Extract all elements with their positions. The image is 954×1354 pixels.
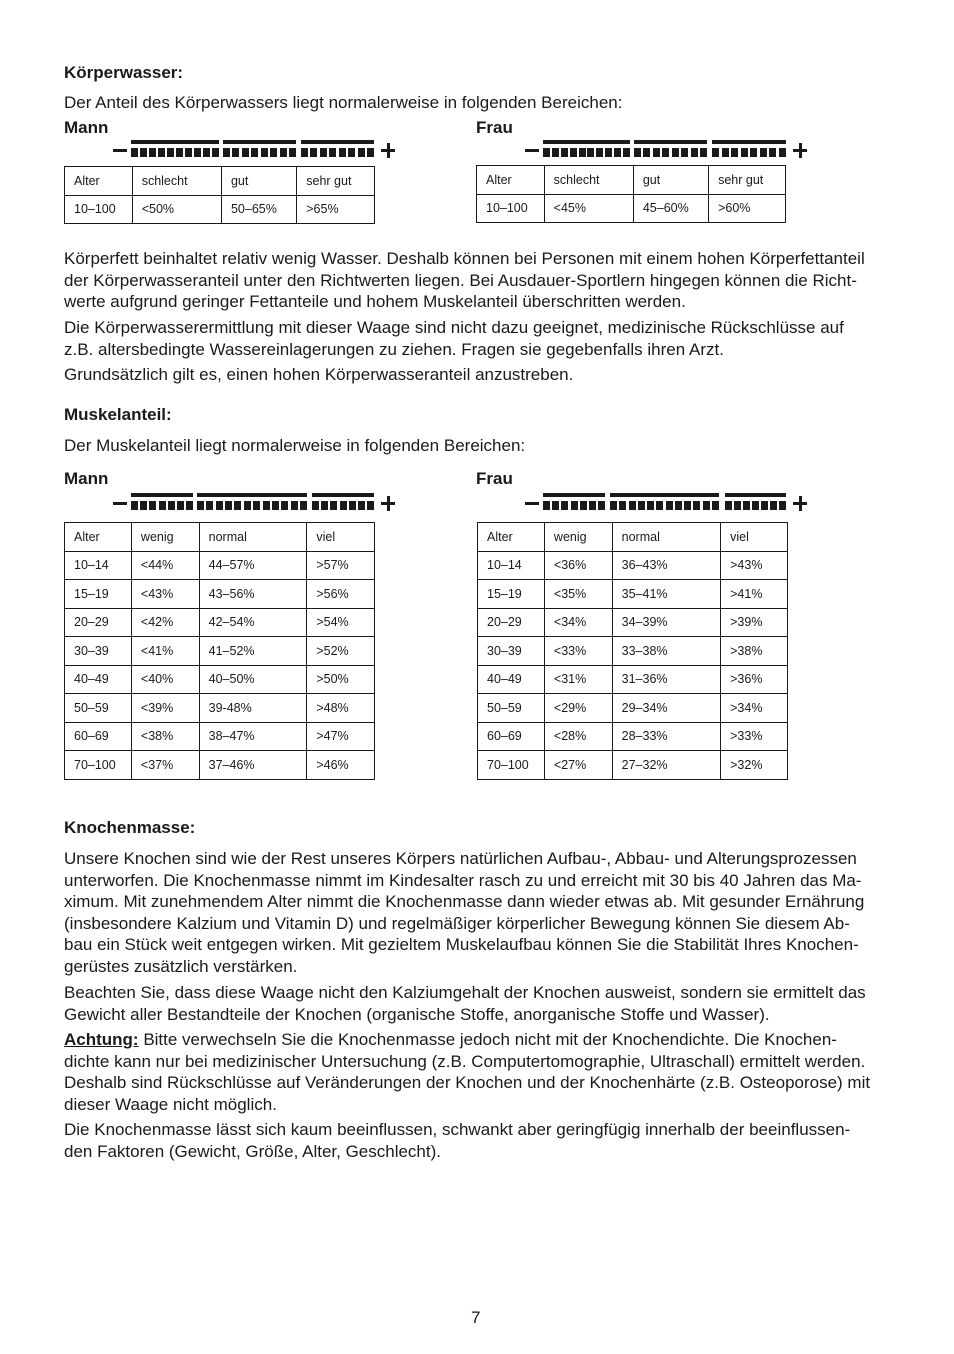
scale-block [722,148,729,157]
text-line: unterworfen. Die Knochenmasse nimmt im Kindesalter rasch zu und erreicht mit 30 bis 40 Jahren das Ma- [64,870,862,890]
table-cell: >43% [721,551,788,580]
scale-block [131,501,138,510]
scale-segment [543,140,630,144]
text-line: Unsere Knochen sind wie der Rest unseres Körpers natürlichen Aufbau-, Abbau- und Alterungsprozessen [64,849,857,868]
scale-block [779,501,786,510]
table-cell: 50–59 [65,694,132,723]
scale-block [684,501,691,510]
scale-block [693,501,700,510]
table-header-cell: Alter [65,523,132,552]
table-cell: 20–29 [65,608,132,637]
scale-block [367,148,374,157]
achtung-continuation [64,1051,894,1116]
table-header-cell: normal [199,523,307,552]
text-line: (insbesondere Kalzium und Vitamin D) und regelmäßiger körperlicher Bewegung können Sie diesem Ab- [64,913,850,933]
table-cell: >33% [721,722,788,751]
text-line: Die Körperwasserermittlung mit dieser Waage sind nicht dazu geeignet, medizinische Rückschlüsse auf [64,318,844,337]
water-paragraph-2 [64,317,894,360]
table-cell: 30–39 [65,637,132,666]
table-cell: 39-48% [199,694,307,723]
table-cell: >47% [307,722,375,751]
table-row [478,551,788,580]
table-row [477,194,786,223]
table-cell: 35–41% [612,580,720,609]
scale-block [543,501,550,510]
table-row [65,751,375,780]
scale-block [570,148,577,157]
table-header-cell: Alter [65,167,133,196]
table-header-row [65,167,375,196]
scale-block [598,501,605,510]
table-cell: 36–43% [612,551,720,580]
table-row [478,722,788,751]
scale-segment [131,493,193,497]
scale-block [348,148,355,157]
table-cell: 15–19 [478,580,545,609]
scale-segment [725,493,786,497]
table-cell: 60–69 [65,722,132,751]
plus-icon [799,143,802,158]
table-cell: >54% [307,608,375,637]
scale-segment [610,493,719,497]
table-cell: >56% [307,580,375,609]
scale-segment [312,493,374,497]
text-line: Körperfett beinhaltet relativ wenig Wasser. Deshalb können bei Personen mit einem hohen Körperfettanteil [64,249,865,268]
scale-block [580,501,587,510]
scale-block [340,501,347,510]
scale-block [561,501,568,510]
water-frau-scale [525,140,807,162]
scale-block [216,501,223,510]
table-cell: 27–32% [612,751,720,780]
scale-block [261,148,268,157]
scale-block [579,148,586,157]
plus-icon [799,496,802,511]
table-cell: 40–49 [478,665,545,694]
table-header-cell: wenig [544,523,612,552]
scale-block [149,148,156,157]
muscle-mann-label: Mann [64,469,109,488]
scale-block [734,501,741,510]
text-line: ximum. Mit zunehmendem Alter nimmt die Knochenmasse dann wieder etwas ab. Mit gesunder Ernährung [64,892,865,912]
scale-block [225,501,232,510]
minus-icon [525,502,539,505]
scale-block [301,148,308,157]
table-cell: 40–49 [65,665,132,694]
table-cell: 28–33% [612,722,720,751]
scale-block [281,501,288,510]
scale-block [629,501,636,510]
table-cell: >34% [721,694,788,723]
table-cell: 15–19 [65,580,132,609]
scale-block [194,148,201,157]
scale-block [232,148,239,157]
table-cell: <40% [131,665,199,694]
bone-paragraph-1 [64,848,894,978]
scale-block [653,148,660,157]
scale-block [619,501,626,510]
scale-block [561,148,568,157]
scale-block [197,501,204,510]
achtung-text: Bitte verwechseln Sie die Knochenmasse jedoch nicht mit der Knochendichte. Die Knochen- [138,1030,837,1049]
scale-block [349,501,356,510]
scale-block [280,148,287,157]
scale-block [291,501,298,510]
scale-block [140,501,147,510]
table-cell: <44% [131,551,199,580]
scale-block [750,148,757,157]
table-row [65,195,375,224]
scale-segment [301,140,374,144]
scale-segment [543,493,605,497]
text-line: Die Knochenmasse lässt sich kaum beeinflussen, schwankt aber geringfügig innerhalb der beeinflussen- [64,1120,851,1139]
table-cell: 29–34% [612,694,720,723]
text-line: z.B. altersbedingte Wassereinlagerungen zu ziehen. Fragen sie gegebenfalls ihren Arzt. [64,339,724,359]
scale-block [571,501,578,510]
scale-block [681,148,688,157]
table-cell: 10–14 [65,551,132,580]
table-cell: 33–38% [612,637,720,666]
bone-paragraph-4 [64,1119,894,1162]
scale-block [263,501,270,510]
scale-block [158,148,165,157]
scale-block [614,148,621,157]
water-paragraph-3: Grundsätzlich gilt es, einen hohen Körperwasseranteil anzustreben. [64,365,574,384]
muscle-frau-scale [525,493,807,515]
text-line: gerüstes zusätzlich verstärken. [64,956,298,976]
scale-block [543,148,550,157]
scale-block [634,148,641,157]
muscle-intro: Der Muskelanteil liegt normalerweise in folgenden Bereichen: [64,436,526,455]
table-cell: 42–54% [199,608,307,637]
table-cell: >46% [307,751,375,780]
muscle-heading: Muskelanteil: [64,405,172,424]
scale-block [140,148,147,157]
scale-block [638,501,645,510]
text-line: werte aufgrund geringer Fettanteile und hohem Muskelanteil überschritten werden. [64,292,686,312]
page-number: 7 [471,1308,481,1327]
table-header-cell: sehr gut [709,166,786,195]
scale-block [752,501,759,510]
table-cell: 38–47% [199,722,307,751]
table-header-cell: viel [307,523,375,552]
table-cell: <34% [544,608,612,637]
scale-block [552,501,559,510]
scale-block [769,148,776,157]
table-cell: 44–57% [199,551,307,580]
scale-block [312,501,319,510]
scale-block [176,148,183,157]
table-header-cell: Alter [478,523,545,552]
table-cell: >60% [709,194,786,223]
scale-block [656,501,663,510]
scale-block [206,501,213,510]
text-line: dieser Waage nicht möglich. [64,1094,277,1114]
text-line: Deshalb sind Rückschlüsse auf Veränderungen der Knochen und der Knochenhärte (z.B. Osteoporose) mit [64,1073,871,1093]
scale-block [552,148,559,157]
table-cell: 20–29 [478,608,545,637]
scale-block [367,501,374,510]
scale-block [289,148,296,157]
scale-block [177,501,184,510]
table-header-cell: wenig [131,523,199,552]
table-header-cell: gut [633,166,708,195]
minus-icon [113,149,127,152]
table-cell: >38% [721,637,788,666]
water-frau-label: Frau [476,118,513,137]
scale-block [131,148,138,157]
water-mann-label: Mann [64,118,109,137]
minus-icon [113,502,127,505]
table-cell: >36% [721,665,788,694]
table-row [65,665,375,694]
table-cell: <50% [132,195,221,224]
table-cell: <29% [544,694,612,723]
scale-block [596,148,603,157]
table-row [478,751,788,780]
table-row [478,665,788,694]
bone-paragraph-3 [64,1029,894,1115]
table-cell: 10–100 [477,194,545,223]
table-cell: 34–39% [612,608,720,637]
table-row [65,551,375,580]
scale-block [272,501,279,510]
table-cell: >65% [297,195,375,224]
scale-block [321,501,328,510]
table-cell: >41% [721,580,788,609]
scale-block [234,501,241,510]
scale-block [589,501,596,510]
table-header-cell: gut [221,167,296,196]
scale-block [662,148,669,157]
table-header-cell: Alter [477,166,545,195]
scale-block [149,501,156,510]
plus-icon [387,496,390,511]
text-line: dichte kann nur bei medizinischer Untersuchung (z.B. Computertomographie, Ultraschall) ermittelt werden. [64,1051,866,1071]
scale-block [703,501,710,510]
scale-block [675,501,682,510]
table-cell: 30–39 [478,637,545,666]
scale-block [770,501,777,510]
table-header-cell: normal [612,523,720,552]
table-cell: <36% [544,551,612,580]
scale-block [358,148,365,157]
table-row [478,694,788,723]
water-heading: Körperwasser: [64,63,184,82]
achtung-label: Achtung: [64,1030,139,1049]
text-line: Gewicht aller Bestandteile der Knochen (organische Stoffe, anorganische Stoffe und Wasser). [64,1004,770,1024]
table-cell: 41–52% [199,637,307,666]
table-cell: <33% [544,637,612,666]
muscle-mann-scale [113,493,395,515]
water-frau-table [476,165,786,223]
table-cell: 60–69 [478,722,545,751]
scale-block [244,501,251,510]
table-header-cell: schlecht [544,166,633,195]
table-header-cell: schlecht [132,167,221,196]
table-row [65,694,375,723]
scale-block [731,148,738,157]
table-cell: <42% [131,608,199,637]
scale-block [725,501,732,510]
scale-block [320,148,327,157]
table-header-row [478,523,788,552]
scale-block [741,148,748,157]
scale-block [700,148,707,157]
table-cell: <27% [544,751,612,780]
table-cell: <43% [131,580,199,609]
table-cell: >48% [307,694,375,723]
scale-block [760,148,767,157]
scale-block [643,148,650,157]
table-cell: >32% [721,751,788,780]
muscle-frau-label: Frau [476,469,513,488]
plus-icon [387,143,390,158]
scale-block [339,148,346,157]
table-header-row [477,166,786,195]
table-row [478,608,788,637]
minus-icon [525,149,539,152]
muscle-mann-table [64,522,375,780]
scale-block [310,148,317,157]
scale-block [330,501,337,510]
scale-block [623,148,630,157]
scale-block [253,501,260,510]
scale-block [300,501,307,510]
table-cell: 50–59 [478,694,545,723]
table-cell: <35% [544,580,612,609]
table-cell: 40–50% [199,665,307,694]
scale-block [168,501,175,510]
scale-block [672,148,679,157]
table-row [478,580,788,609]
water-paragraph-1 [64,248,894,313]
scale-block [605,148,612,157]
bone-paragraph-2 [64,982,894,1025]
scale-block [270,148,277,157]
table-cell: 45–60% [633,194,708,223]
scale-block [185,148,192,157]
scale-block [329,148,336,157]
table-cell: 50–65% [221,195,296,224]
scale-block [610,501,617,510]
table-header-row [65,523,375,552]
scale-block [203,148,210,157]
scale-block [587,148,594,157]
table-row [65,580,375,609]
table-row [478,637,788,666]
bone-heading: Knochenmasse: [64,818,196,837]
table-row [65,608,375,637]
table-row [65,722,375,751]
scale-block [251,148,258,157]
scale-block [761,501,768,510]
scale-block [223,148,230,157]
text-line: der Körperwasseranteil unter den Richtwerten liegen. Bei Ausdauer-Sportlern hingegen können die Richt- [64,270,857,290]
scale-block [712,148,719,157]
table-cell: <28% [544,722,612,751]
scale-segment [223,140,296,144]
muscle-frau-table [477,522,788,780]
water-mann-table [64,166,375,224]
table-cell: 70–100 [478,751,545,780]
scale-segment [197,493,307,497]
table-cell: <41% [131,637,199,666]
table-cell: 43–56% [199,580,307,609]
table-cell: >39% [721,608,788,637]
scale-block [743,501,750,510]
table-cell: 31–36% [612,665,720,694]
table-cell: <45% [544,194,633,223]
table-cell: >52% [307,637,375,666]
scale-block [159,501,166,510]
scale-block [212,148,219,157]
text-line: Beachten Sie, dass diese Waage nicht den Kalziumgehalt der Knochen ausweist, sondern sie ermittelt das [64,983,866,1002]
scale-block [647,501,654,510]
table-cell: 37–46% [199,751,307,780]
table-cell: >57% [307,551,375,580]
text-line: den Faktoren (Gewicht, Größe, Alter, Geschlecht). [64,1141,441,1161]
table-cell: <38% [131,722,199,751]
scale-block [358,501,365,510]
water-mann-scale [113,140,395,162]
table-cell: >50% [307,665,375,694]
scale-block [186,501,193,510]
water-intro: Der Anteil des Körperwassers liegt normalerweise in folgenden Bereichen: [64,93,623,112]
table-cell: <37% [131,751,199,780]
table-cell: <39% [131,694,199,723]
table-header-cell: viel [721,523,788,552]
scale-block [779,148,786,157]
text-line: bau ein Stück weit entgegen wirken. Mit gezieltem Muskelaufbau können Sie die Stabilität Ihres Knochen- [64,935,859,955]
scale-block [167,148,174,157]
scale-block [666,501,673,510]
table-cell: 10–100 [65,195,133,224]
table-row [65,637,375,666]
scale-segment [131,140,219,144]
scale-segment [712,140,786,144]
table-cell: <31% [544,665,612,694]
table-cell: 70–100 [65,751,132,780]
scale-block [712,501,719,510]
scale-segment [634,140,707,144]
scale-block [691,148,698,157]
table-cell: 10–14 [478,551,545,580]
scale-block [242,148,249,157]
table-header-cell: sehr gut [297,167,375,196]
